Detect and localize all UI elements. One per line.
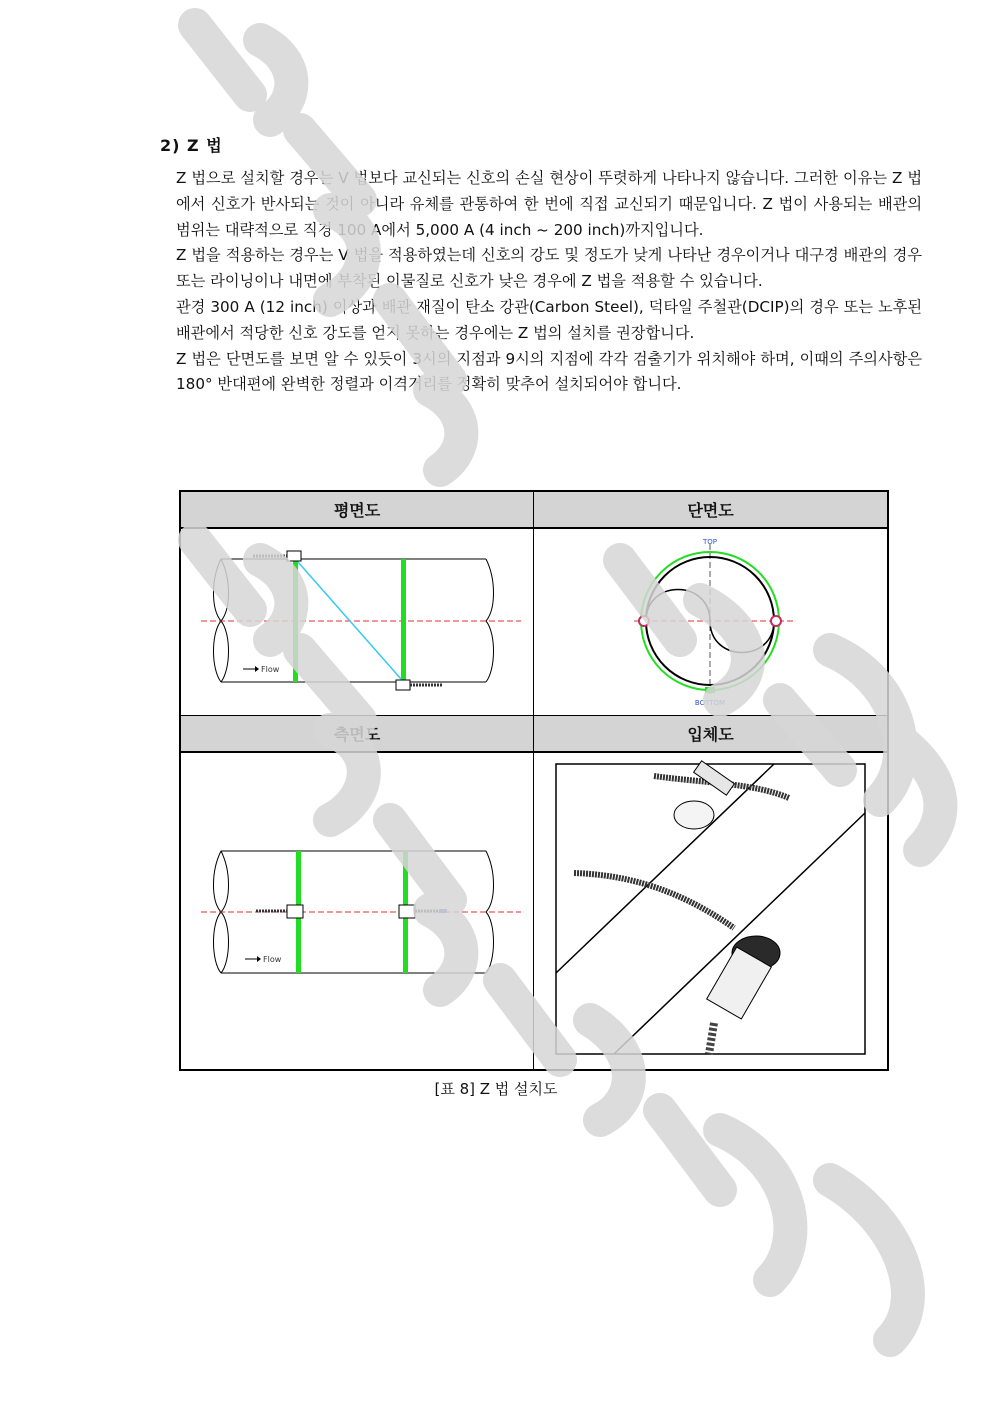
header-cross-section: 단면도 [534,491,889,528]
header-side-view: 측면도 [180,716,534,753]
header-plan-view: 평면도 [180,491,534,528]
top-label: TOP [702,538,718,546]
plan-view-diagram [181,529,533,711]
figure-caption: [표 8] Z 법 설치도 [434,1080,558,1098]
section-title: 2) Z 법 [160,136,223,155]
paragraph-2: Z 법을 적용하는 경우는 V 법을 적용하였는데 신호의 강도 및 정도가 낮게 나타난 경우이거나 대구경 배관의 경우 또는 라이닝이나 내면에 부착된 이물질로 신호가 낮은 경우에 Z 법을 적용할 수 있습니다. [176,246,922,291]
bottom-label: BOTTOM [694,699,726,707]
plan-view-cell [180,528,534,716]
side-flow-label: Flow [263,955,282,964]
paragraph-1: Z 법으로 설치할 경우는 V 법보다 교신되는 신호의 손실 현상이 뚜렷하게 나타나지 않습니다. 그러한 이유는 Z 법에서 신호가 반사되는 것이 아니라 유체를 관통하여 한 번에 직접 교신되기 때문입니다. Z 법이 사용되는 배관의 범위는 대략적으로 직경 100 A에서 5,000 A (4 inch ~ 200 inch)까지입니다. [176,169,922,239]
figure-table [179,490,889,1071]
cross-section-cell [534,528,889,716]
body-text [176,166,922,398]
cross-section-diagram [534,529,887,711]
paragraph-3: 관경 300 A (12 inch) 이상과 배관 재질이 탄소 강관(Carbon Steel), 덕타일 주철관(DCIP)의 경우 또는 노후된 배관에서 적당한 신호 강도를 얻지 못하는 경우에는 Z 법의 설치를 권장합니다. [176,297,922,342]
side-view-diagram [181,753,533,1065]
plan-flow-label: Flow [261,665,280,674]
3d-view-cell [534,752,889,1070]
header-3d-view: 입체도 [534,716,889,753]
3d-view-diagram [534,753,887,1065]
side-view-cell [180,752,534,1070]
paragraph-4: Z 법은 단면도를 보면 알 수 있듯이 3시의 지점과 9시의 지점에 각각 검출기가 위치해야 하며, 이때의 주의사항은 180° 반대편에 완벽한 정렬과 이격거리를 정확히 맞추어 설치되어야 합니다. [176,349,922,394]
